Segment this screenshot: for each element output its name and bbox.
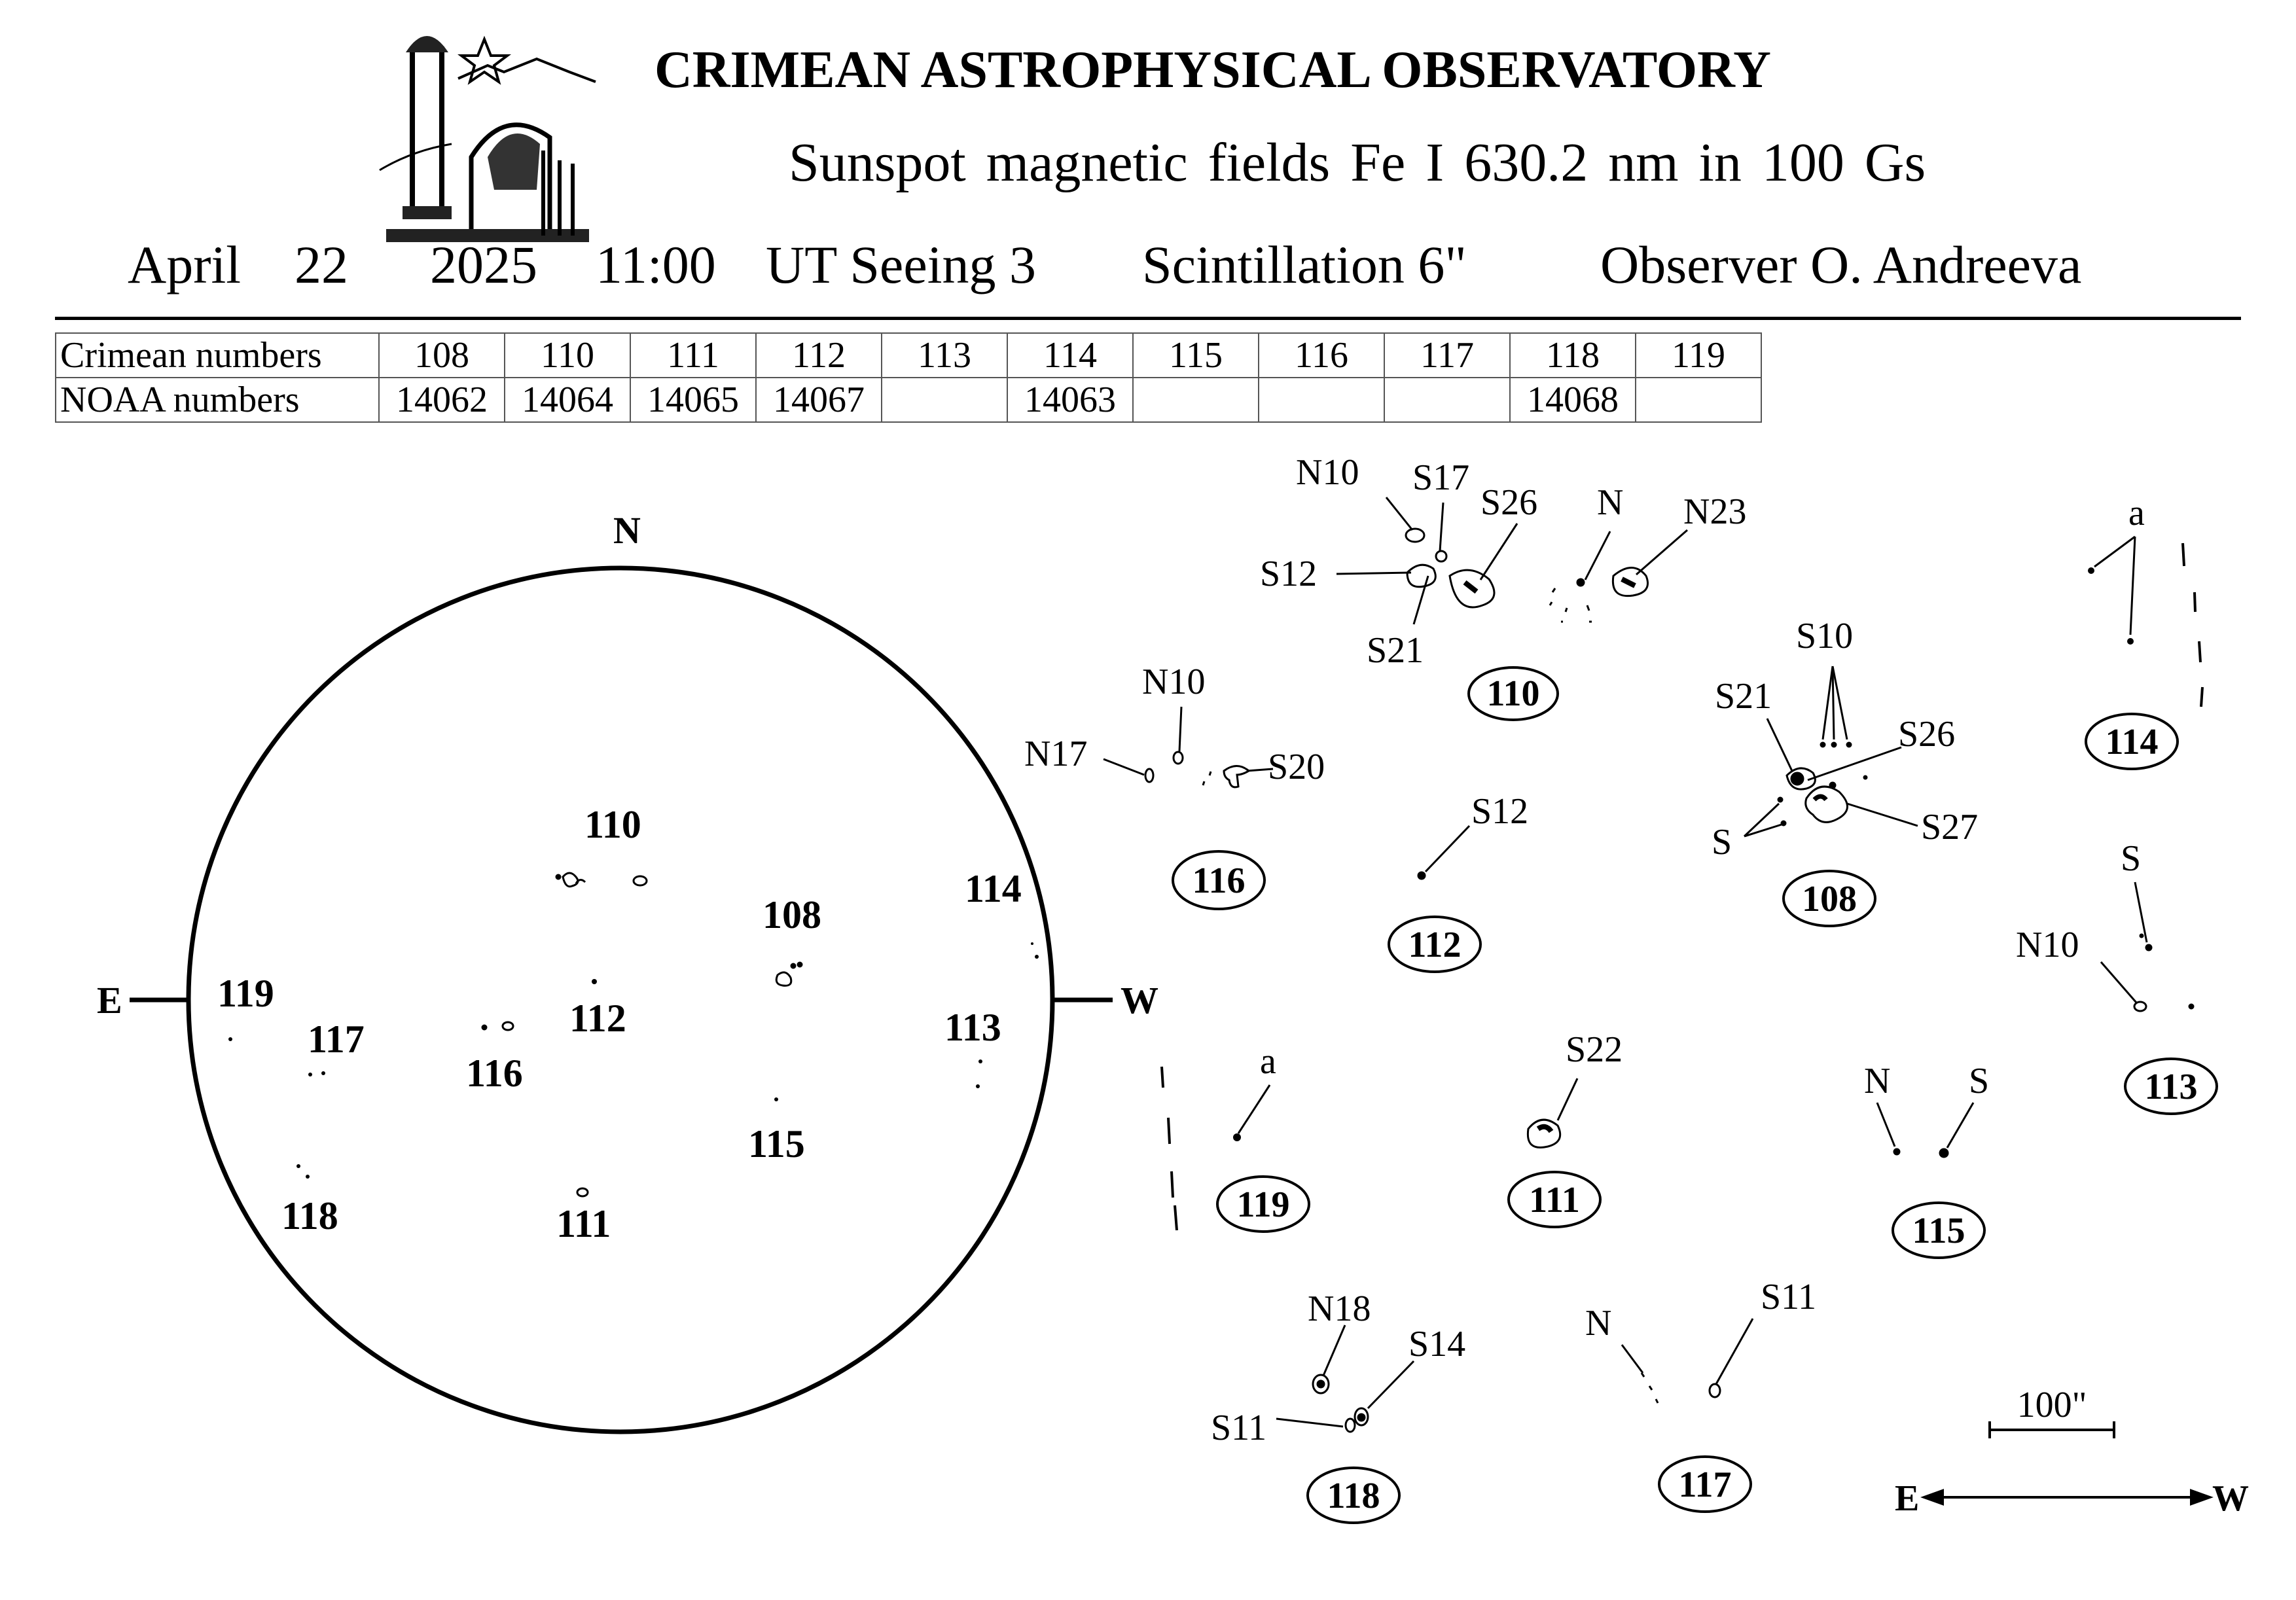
g113-number: 113	[2144, 1067, 2198, 1107]
g117-number: 117	[1678, 1465, 1732, 1505]
disk-spot-116	[482, 1022, 513, 1030]
g114-number: 114	[2105, 722, 2159, 762]
obs-observer: Observer O. Andreeva	[1600, 235, 2082, 294]
g108-label-s26: S26	[1898, 714, 1956, 755]
disk-label-119: 119	[217, 972, 274, 1015]
g116-label-n17: N17	[1024, 734, 1088, 774]
g119-number: 119	[1236, 1184, 1290, 1225]
g115-label-n: N	[1864, 1061, 1891, 1101]
g118-label-n18: N18	[1308, 1289, 1371, 1329]
group-111	[1528, 1078, 1577, 1147]
g115-label-s: S	[1969, 1061, 1990, 1101]
disk-spot-118	[296, 1164, 310, 1179]
obs-day: 22	[295, 235, 348, 294]
page-subtitle: Sunspot magnetic fields Fe I 630.2 nm in 100 Gs	[789, 132, 1926, 193]
disk-spot-114	[1031, 942, 1039, 959]
disk-label-108: 108	[762, 893, 821, 936]
table-cell: 14063	[1007, 378, 1133, 422]
disk-label-115: 115	[748, 1122, 805, 1165]
group-113	[2101, 882, 2193, 1011]
g108-label-s10: S10	[1796, 616, 1854, 656]
table-cell: NOAA numbers	[56, 378, 379, 422]
g116-label-s20: S20	[1268, 747, 1325, 787]
table-cell: 14067	[756, 378, 882, 422]
g117-label-n: N	[1585, 1303, 1612, 1343]
g108-label-s21: S21	[1715, 676, 1772, 717]
g116-number: 116	[1192, 861, 1246, 901]
disk-spot-112	[592, 979, 597, 984]
table-cell: 14065	[630, 378, 756, 422]
g108-number: 108	[1802, 879, 1857, 919]
g118-label-s14: S14	[1408, 1324, 1466, 1364]
group-115	[1877, 1103, 1973, 1157]
disk-north-label: N	[613, 509, 641, 552]
table-cell: 113	[882, 333, 1007, 378]
g115-number: 115	[1912, 1211, 1965, 1251]
g119-label-a: a	[1260, 1041, 1276, 1082]
table-cell: 115	[1133, 333, 1259, 378]
solar-disk	[97, 509, 1158, 1432]
group-114	[2089, 537, 2202, 707]
g108-label-s27: S27	[1921, 807, 1979, 847]
arrow-west-label: W	[2212, 1478, 2249, 1519]
table-cell: 114	[1007, 333, 1133, 378]
disk-west-label: W	[1121, 979, 1158, 1022]
g118-label-s11: S11	[1211, 1408, 1267, 1448]
disk-spot-110	[556, 873, 647, 887]
g111-label-s22: S22	[1566, 1029, 1623, 1070]
page-title: CRIMEAN ASTROPHYSICAL OBSERVATORY	[655, 41, 1771, 99]
disk-label-111: 111	[556, 1202, 611, 1245]
g117-label-s11: S11	[1761, 1277, 1817, 1317]
g110-label-s21: S21	[1367, 630, 1424, 671]
disk-label-110: 110	[584, 803, 641, 846]
table-cell: 110	[505, 333, 630, 378]
disk-east-label: E	[97, 979, 122, 1022]
g108-label-s: S	[1712, 822, 1732, 862]
table-cell: 116	[1259, 333, 1384, 378]
table-cell: 117	[1384, 333, 1510, 378]
table-cell: 14062	[379, 378, 505, 422]
obs-month: April	[128, 235, 242, 294]
table-cell: 14068	[1510, 378, 1636, 422]
group-118	[1276, 1325, 1414, 1432]
disk-label-112: 112	[569, 997, 626, 1040]
obs-scintillation: Scintillation 6"	[1142, 235, 1467, 294]
disk-label-114: 114	[965, 867, 1022, 910]
group-116	[1103, 707, 1273, 787]
g110-number: 110	[1486, 673, 1540, 714]
east-west-arrow	[1924, 1491, 2210, 1504]
g112-label-s12: S12	[1471, 791, 1529, 832]
g110-label-s26: S26	[1480, 482, 1538, 523]
table-cell: Crimean numbers	[56, 333, 379, 378]
g113-label-n10: N10	[2016, 925, 2079, 965]
obs-year: 2025	[430, 235, 537, 294]
table-cell: 14064	[505, 378, 630, 422]
disk-spot-111	[577, 1188, 588, 1196]
g110-label-s17: S17	[1412, 457, 1470, 498]
g110-label-n10: N10	[1296, 452, 1359, 493]
disk-spot-117	[308, 1071, 325, 1076]
table-cell: 111	[630, 333, 756, 378]
disk-label-118: 118	[281, 1194, 338, 1237]
disk-spot-115	[774, 1097, 778, 1101]
disk-spot-108	[776, 963, 802, 986]
g113-label-s: S	[2121, 838, 2142, 879]
g116-label-n10: N10	[1142, 662, 1206, 702]
disk-label-116: 116	[466, 1052, 523, 1095]
table-cell: 112	[756, 333, 882, 378]
obs-time: 11:00	[596, 235, 716, 294]
g110-label-n23: N23	[1683, 491, 1747, 532]
arrow-east-label: E	[1895, 1478, 1920, 1519]
g110-label-n: N	[1597, 482, 1624, 523]
group-117	[1622, 1319, 1753, 1403]
scale-label: 100"	[2017, 1385, 2087, 1425]
g111-number: 111	[1529, 1180, 1580, 1220]
g114-label-a: a	[2128, 493, 2145, 533]
table-cell: 118	[1510, 333, 1636, 378]
g112-number: 112	[1408, 925, 1462, 965]
disk-label-113: 113	[944, 1006, 1001, 1049]
g118-number: 118	[1327, 1476, 1380, 1516]
disk-label-117: 117	[308, 1018, 365, 1061]
obs-ut-seeing: UT Seeing 3	[766, 235, 1037, 294]
disk-spot-113	[976, 1059, 982, 1088]
g110-label-s12: S12	[1260, 554, 1318, 594]
table-cell: 119	[1636, 333, 1761, 378]
table-cell: 108	[379, 333, 505, 378]
group-112	[1418, 826, 1469, 879]
disk-spot-119	[228, 1037, 232, 1041]
